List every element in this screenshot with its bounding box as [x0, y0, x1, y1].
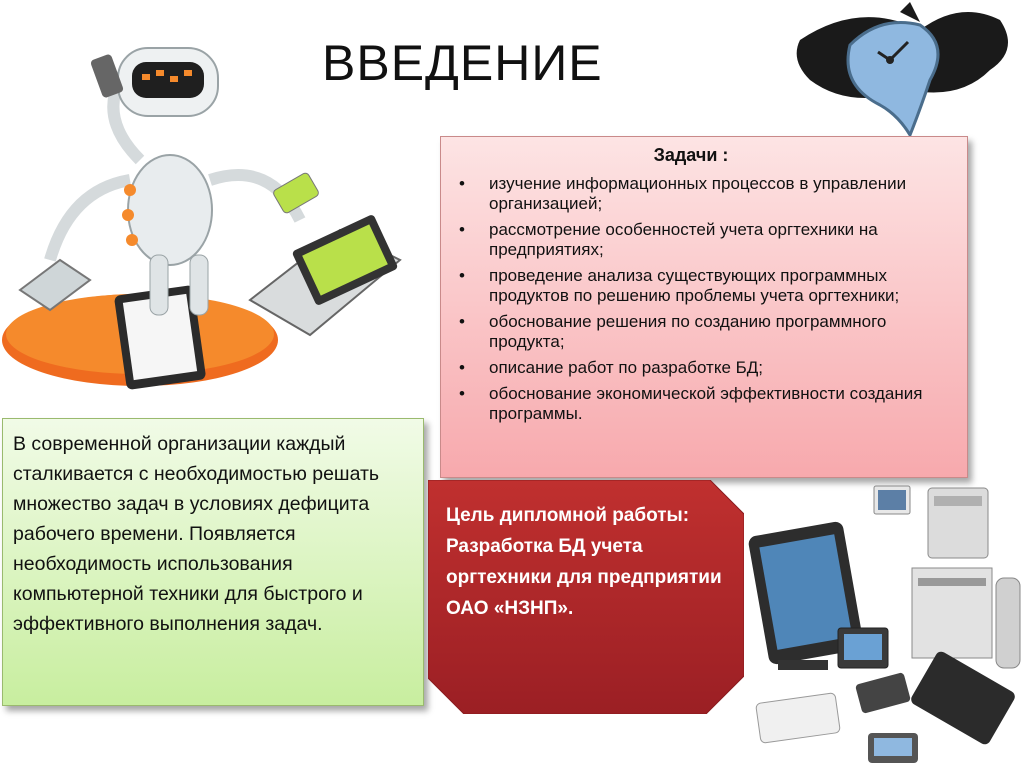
intro-text: В современной организации каждый сталкивается с необходимостью решать множество задач в условиях дефицита рабочего времени. Появляется необходимость использования компьютерной техники для быстрого и эффективного выполнения задач. — [13, 433, 380, 635]
goal-text: Цель дипломной работы: Разработка БД учета оргтехники для предприятии ОАО «НЗНП». — [446, 505, 722, 619]
task-item — [451, 266, 951, 306]
bullet-dot: • — [459, 312, 465, 331]
bullet-dot: • — [459, 384, 465, 403]
task-text: проведение анализа существующих программных продуктов по решению проблемы учета оргтехники; — [489, 266, 900, 305]
tasks-list — [451, 174, 951, 424]
task-item — [451, 312, 951, 352]
intro-box — [2, 418, 424, 706]
robot-illustration — [0, 40, 420, 390]
task-text: рассмотрение особенностей учета оргтехники на предприятиях; — [489, 220, 878, 259]
task-item — [451, 384, 951, 424]
task-text: изучение информационных процессов в управлении организацией; — [489, 174, 907, 213]
tasks-heading: Задачи : — [653, 145, 729, 165]
task-item — [451, 358, 951, 378]
office-equipment-illustration — [748, 478, 1024, 768]
task-text: обоснование экономической эффективности создания программы. — [489, 384, 923, 423]
task-text: описание работ по разработке БД; — [489, 358, 764, 377]
melting-clock-hand-illustration — [780, 0, 1024, 140]
slide-title: ВВЕДЕНИЕ — [322, 35, 603, 91]
tasks-box — [440, 136, 968, 478]
bullet-dot: • — [459, 174, 465, 193]
task-item — [451, 174, 951, 214]
bullet-dot: • — [459, 266, 465, 285]
bullet-dot: • — [459, 358, 465, 377]
goal-octagon — [428, 480, 744, 714]
task-item — [451, 220, 951, 260]
bullet-dot: • — [459, 220, 465, 239]
task-text: обоснование решения по созданию программного продукта; — [489, 312, 887, 351]
